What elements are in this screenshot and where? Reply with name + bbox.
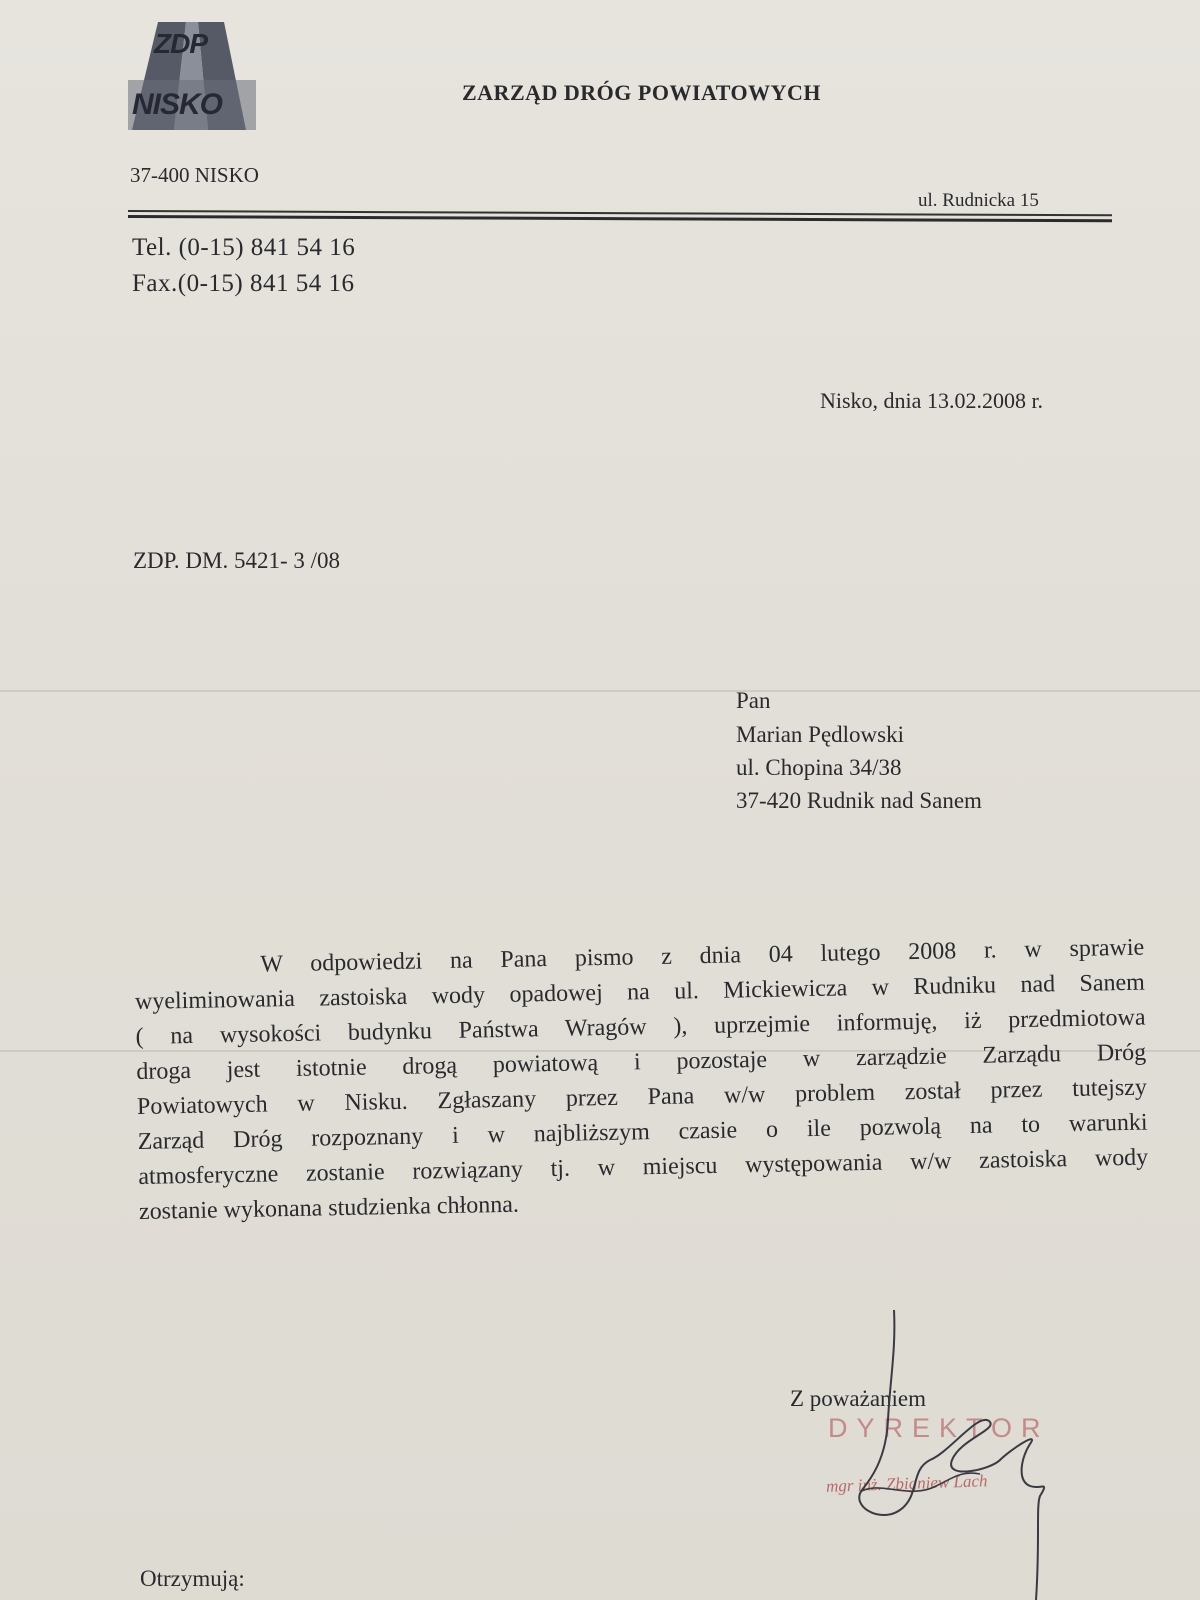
reference-number: ZDP. DM. 5421- 3 /08 [133, 548, 341, 573]
addressee-city: 37-420 Rudnik nad Sanem [736, 788, 982, 813]
fax-number: Fax.(0-15) 841 54 16 [132, 270, 355, 297]
letterhead-divider [128, 215, 1112, 222]
body-line: W odpowiedzi na Pana pismo z dnia 04 lutego 2008 r. w sprawie [260, 934, 1145, 978]
letter-body [134, 931, 1149, 1230]
handwritten-signature [840, 1310, 1100, 1600]
body-line: zostanie wykonana studzienka chłonna. [138, 1191, 520, 1225]
addressee-name: Marian Pędlowski [736, 722, 905, 747]
body-line: Zarząd Dróg rozpoznany i w najbliższym czasie o ile pozwolą na to warunki [137, 1109, 1148, 1155]
body-line: wyeliminowania zastoiska wody opadowej na ul. Mickiewicza w Rudniku nad Sanem [134, 969, 1146, 1015]
phone-number: Tel. (0-15) 841 54 16 [132, 234, 356, 261]
stamp-name: mgr inż. Zbigniew Lach [825, 1471, 988, 1496]
addressee-street: ul. Chopina 34/38 [736, 755, 902, 780]
logo-zdp-text: ZDP [154, 28, 207, 59]
postal-city: 37-400 NISKO [130, 163, 259, 187]
recipients-label: Otrzymują: [140, 1566, 245, 1591]
addressee-salutation: Pan [736, 688, 771, 713]
stamp-title: DYREKTOR [828, 1413, 1050, 1443]
body-line: Powiatowych w Nisku. Zgłaszany przez Pana w/w problem został przez tutejszy [136, 1074, 1148, 1120]
logo-nisko-text: NISKO [132, 88, 223, 121]
body-line: droga jest istotnie drogą powiatową i pozostaje w zarządzie Zarządu Dróg [136, 1039, 1147, 1085]
closing-phrase: Z poważaniem [790, 1386, 927, 1411]
zdp-logo [128, 18, 256, 136]
paper-fold-line [0, 690, 1200, 692]
body-line: ( na wysokości budynku Państwa Wragów ), uprzejmie informuję, iż przedmiotowa [135, 1004, 1146, 1050]
org-street: ul. Rudnicka 15 [918, 190, 1039, 211]
body-line: atmosferyczne zostanie rozwiązany tj. w miejscu występowania w/w zastoiska wody [138, 1144, 1149, 1190]
organization-name: ZARZĄD DRÓG POWIATOWYCH [462, 80, 822, 105]
date-line: Nisko, dnia 13.02.2008 r. [820, 388, 1044, 413]
